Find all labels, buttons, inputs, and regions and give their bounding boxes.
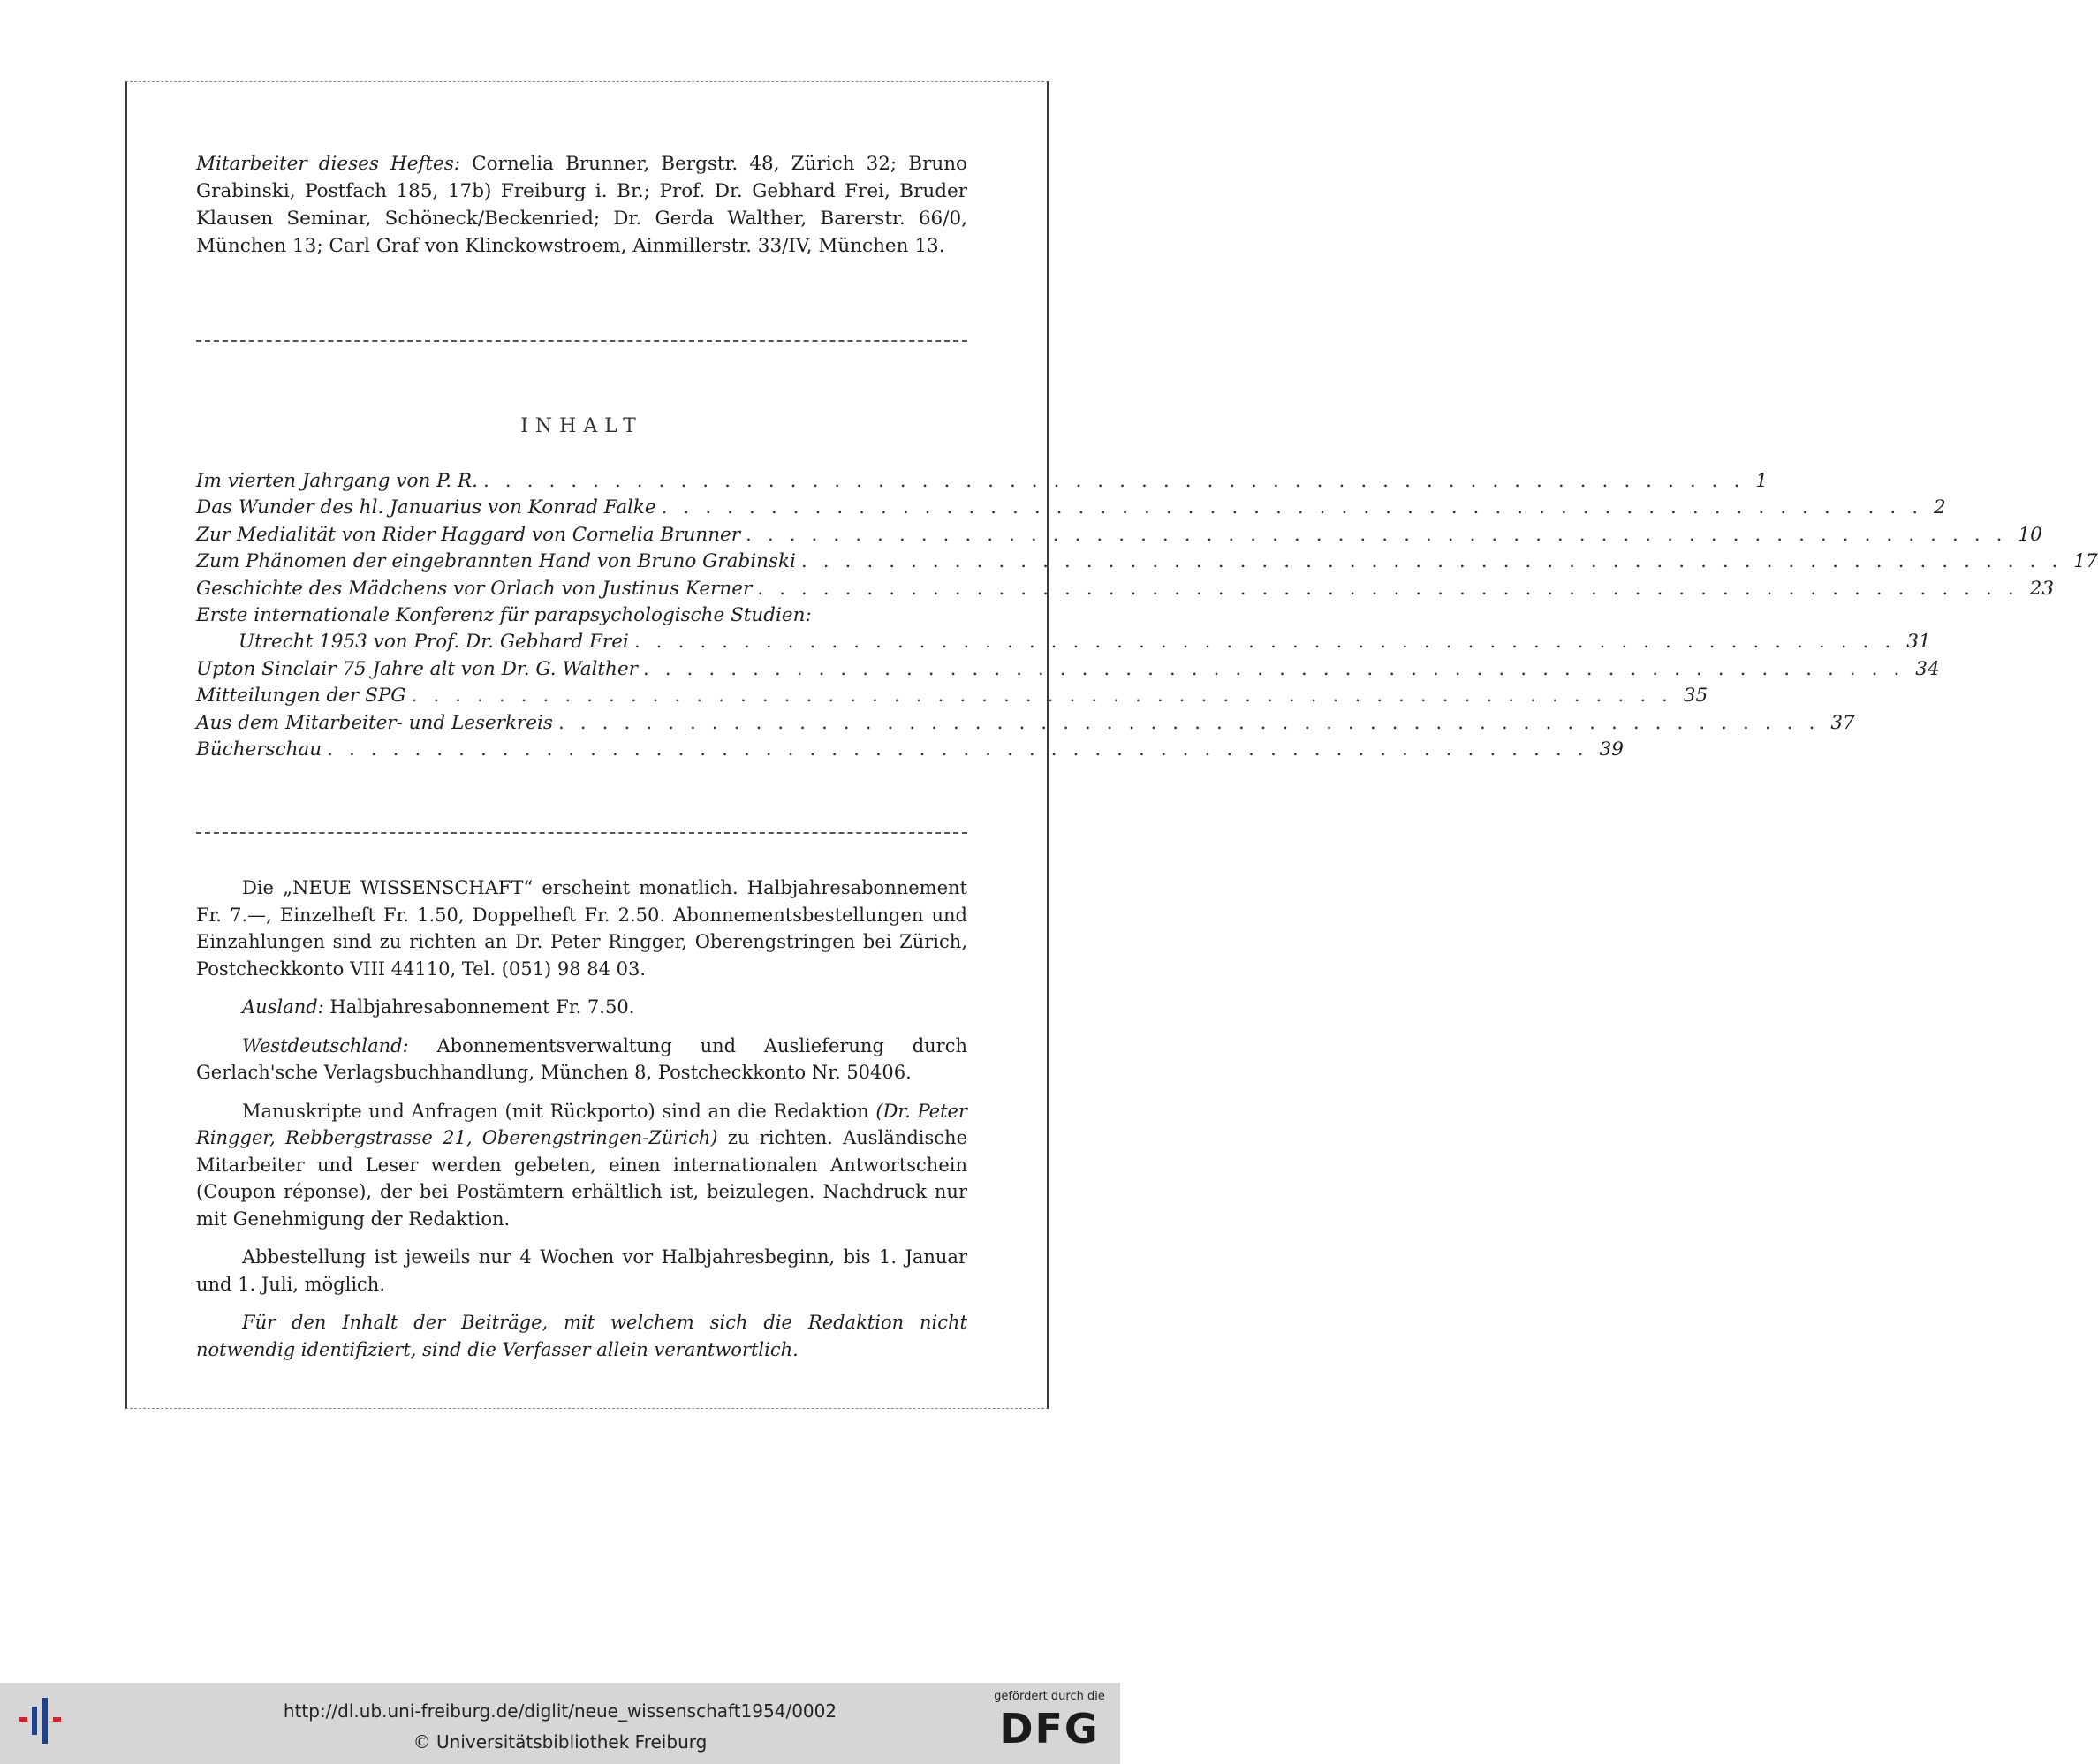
toc-entry-title: Geschichte des Mädchens vor Orlach von Justinus Kerner [196, 577, 753, 600]
toc-entry-title: Zur Medialität von Rider Haggard von Cornelia Brunner [196, 523, 741, 546]
toc-entry-page: 10 [2018, 523, 2042, 546]
publication-info [196, 874, 967, 1374]
toc-leader: .......................................................... [642, 657, 1916, 680]
contributors-lead: Mitarbeiter dieses Heftes: [196, 153, 461, 175]
toc-entry-title: Utrecht 1953 von Prof. Dr. Gebhard Frei [239, 631, 629, 654]
toc-leader: .......................................................... [746, 523, 2018, 546]
westdeutschland-text: Abonnementsverwaltung und Auslieferung durch Gerlach'sche Verlagsbuchhandlung, München 8, Postcheckkonto Nr. 50406. [196, 1034, 967, 1083]
ausland-text: Halbjahresabonnement Fr. 7.50. [323, 996, 635, 1018]
toc-entry-page: 23 [2029, 577, 2055, 600]
footer-url-link[interactable]: http://dl.ub.uni-freiburg.de/diglit/neue_wissenschaft1954/0002 [283, 1700, 837, 1722]
toc-entry-title: Im vierten Jahrgang von P. R. [196, 470, 478, 492]
toc-entry[interactable] [196, 468, 1769, 495]
toc-entry[interactable] [196, 549, 2098, 575]
toc-leader: .......................................................... [482, 470, 1756, 492]
manuscripts-text-b: zu richten. Ausländische Mitarbeiter und Leser werden gebeten, einen internationalen Antwortschein (Coupon réponse), der bei Postämtern erhältlich ist, beizulegen. Nachdruck nur mit Genehmigung der Redaktion. [196, 1127, 967, 1230]
toc-entry[interactable] [196, 683, 1708, 709]
toc-entry-title: Upton Sinclair 75 Jahre alt von Dr. G. Walther [196, 657, 638, 680]
divider-bottom [196, 832, 967, 834]
table-of-contents [196, 468, 2098, 763]
westdeutschland-paragraph [196, 1033, 967, 1086]
subscription-paragraph: Die „NEUE WISSENSCHAFT“ erscheint monatlich. Halbjahresabonnement Fr. 7.—, Einzelheft Fr. 1.50, Doppelheft Fr. 2.50. Abonnementsbestellungen und Einzahlungen sind zu richten an Dr. Peter Ringger, Oberengstringen bei Zürich, Postcheckkonto VIII 44110, Tel. (051) 98 84 03. [196, 877, 967, 980]
cancellation-paragraph: Abbestellung ist jeweils nur 4 Wochen vor Halbjahresbeginn, bis 1. Januar und 1. Juli, möglich. [196, 1246, 967, 1295]
ausland-label: Ausland: [242, 996, 324, 1018]
toc-title: INHALT [520, 415, 643, 437]
toc-entry-page: 1 [1755, 470, 1769, 492]
dfg-logo: DFG [999, 1705, 1100, 1753]
toc-leader: .......................................................... [411, 685, 1684, 708]
toc-leader: .......................................................... [757, 577, 2030, 600]
toc-entry[interactable] [196, 576, 2055, 602]
toc-leader: .......................................................... [800, 550, 2074, 573]
dfg-label: gefördert durch die [994, 1690, 1105, 1703]
toc-entry-title: Zum Phänomen der eingebrannten Hand von Bruno Grabinski [196, 550, 796, 573]
toc-entry-title: Bücherschau [196, 738, 322, 761]
toc-entry-page: 2 [1934, 496, 1946, 519]
manuscripts-text-a: Manuskripte und Anfragen (mit Rückporto) sind an die Redaktion [242, 1100, 876, 1122]
toc-entry[interactable] [196, 602, 967, 629]
toc-entry-page: 35 [1683, 685, 1708, 708]
toc-entry[interactable] [196, 629, 1931, 655]
toc-entry-title: Mitteilungen der SPG [196, 685, 406, 708]
toc-entry-page: 31 [1906, 631, 1931, 654]
toc-entry-title: Aus dem Mitarbeiter- und Leserkreis [196, 711, 553, 734]
footer-copyright: © Universitätsbibliothek Freiburg [413, 1731, 708, 1753]
toc-entry-title: Erste internationale Konferenz für parapsychologische Studien: [196, 603, 812, 626]
toc-entry[interactable] [196, 737, 1624, 763]
toc-entry[interactable] [196, 495, 1946, 521]
ausland-paragraph [196, 994, 967, 1021]
contributors-text: Cornelia Brunner, Bergstr. 48, Zürich 32; Bruno Grabinski, Postfach 185, 17b) Freiburg i. Br.; Prof. Dr. Gebhard Frei, Bruder Klausen Seminar, Schöneck/Beckenried; Dr. Gerda Walther, Barerstr. 66/0, München 13; Carl Graf von Klinckowstroem, Ainmillerstr. 33/IV, München 13. [196, 153, 967, 257]
toc-entry-page: 37 [1830, 711, 1855, 734]
contributors-block [196, 150, 967, 260]
toc-entry[interactable] [196, 710, 1855, 737]
toc-entry-page: 34 [1915, 657, 1940, 680]
toc-entry-page: 17 [2073, 550, 2098, 573]
toc-leader: .......................................................... [557, 711, 1831, 734]
toc-entry-title: Das Wunder des hl. Januarius von Konrad Falke [196, 496, 656, 519]
toc-entry[interactable] [196, 522, 2042, 549]
manuscripts-paragraph [196, 1098, 967, 1233]
westdeutschland-label: Westdeutschland: [242, 1034, 409, 1056]
toc-leader: .......................................................... [327, 738, 1600, 761]
editorial-address: (Dr. Peter Ringger, Rebbergstrasse 21, Oberengstringen-Zürich) [196, 1100, 967, 1148]
toc-entry-page: 39 [1599, 738, 1624, 761]
toc-entry[interactable] [196, 656, 1940, 683]
divider-top [196, 340, 967, 342]
disclaimer-note: Für den Inhalt der Beiträge, mit welchem sich die Redaktion nicht notwendig identifiziert, sind die Verfasser allein verantwortlich. [196, 1312, 967, 1360]
toc-leader: .......................................................... [661, 496, 1935, 519]
toc-leader: .......................................................... [633, 631, 1907, 654]
